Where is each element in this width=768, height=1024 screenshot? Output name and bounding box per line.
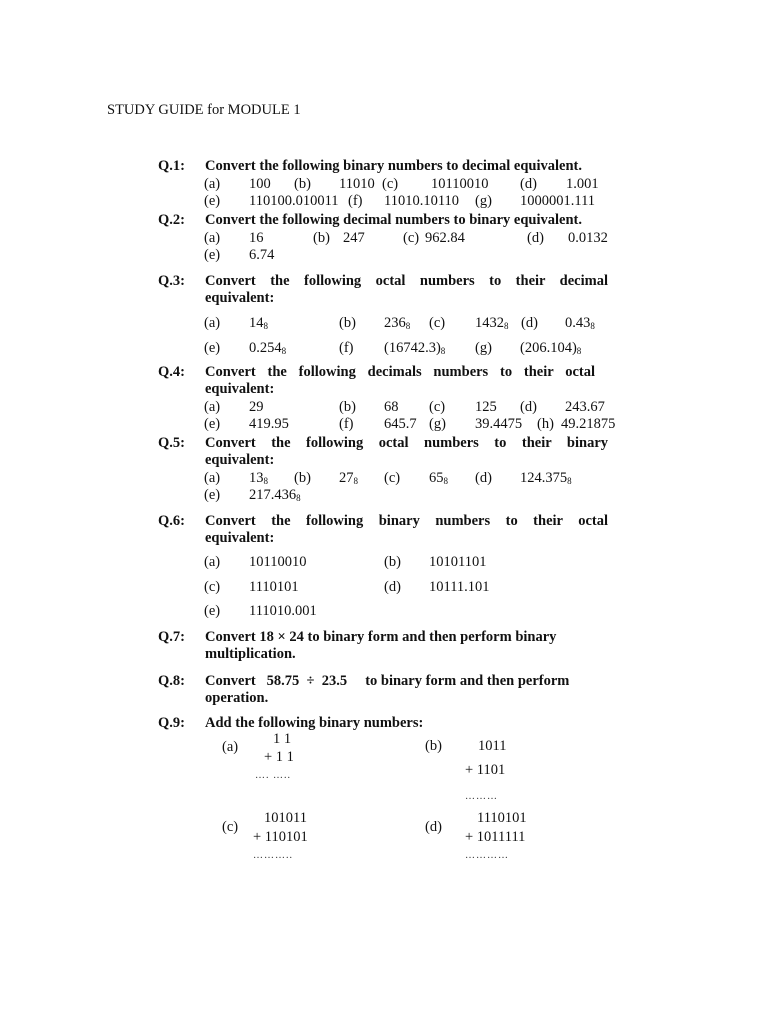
q4-a-label: (a): [204, 399, 221, 415]
q4-e-value: 419.95: [249, 416, 289, 432]
q1-e-value: 110100.010011: [249, 193, 339, 209]
q6-d-value: 10111.101: [429, 579, 490, 595]
q2-number: Q.2:: [158, 212, 185, 228]
q1-g-value: 1000001.111: [520, 193, 596, 209]
q9-number: Q.9:: [158, 715, 185, 731]
q2-text: Convert the following decimal numbers to binary equivalent.: [205, 212, 582, 228]
q3-b-label: (b): [339, 315, 356, 331]
q9-text: Add the following binary numbers:: [205, 715, 424, 731]
q4-text-line2: equivalent:: [205, 381, 275, 397]
q6-c-label: (c): [204, 579, 221, 595]
q9-b-label: (b): [425, 738, 442, 754]
q6-a-label: (a): [204, 554, 221, 570]
q5-text-line1: Convert the following octal numbers to their binary: [205, 435, 608, 451]
q5-e-label: (e): [204, 487, 221, 503]
q4-a-value: 29: [249, 399, 264, 415]
q2-c-label: (c): [403, 230, 420, 246]
q1-text: Convert the following binary numbers to decimal equivalent.: [205, 158, 582, 174]
q6-c-value: 1110101: [249, 579, 299, 595]
q2-e-label: (e): [204, 247, 221, 263]
q8-text-line2: operation.: [205, 690, 269, 706]
q2-a-label: (a): [204, 230, 221, 246]
q2-d-value: 0.0132: [568, 230, 608, 246]
q1-d-label: (d): [520, 176, 537, 192]
q1-g-label: (g): [475, 193, 492, 209]
q9-b-answer-line: ………: [465, 791, 498, 802]
page-title: STUDY GUIDE for MODULE 1: [107, 102, 301, 118]
q1-c-value: 10110010: [431, 176, 489, 192]
q5-c-value: $65_8$: [429, 470, 448, 486]
q6-text-line1: Convert the following binary numbers to their octal: [205, 513, 608, 529]
q9-a-label: (a): [222, 739, 239, 755]
q6-b-label: (b): [384, 554, 401, 570]
q3-e-label: (e): [204, 340, 221, 356]
q7-number: Q.7:: [158, 629, 185, 645]
q4-b-label: (b): [339, 399, 356, 415]
q7-text-line2: multiplication.: [205, 646, 296, 662]
q3-g-value: $(206.104)_8$: [520, 340, 582, 356]
q3-a-label: (a): [204, 315, 221, 331]
q1-d-value: 1.001: [566, 176, 599, 192]
q2-a-value: 16: [249, 230, 264, 246]
q3-g-label: (g): [475, 340, 492, 356]
q6-e-value: 111010.001: [249, 603, 317, 619]
q4-h-value: 49.21875: [561, 416, 616, 432]
q5-b-value: $27_8$: [339, 470, 358, 486]
q2-d-label: (d): [527, 230, 544, 246]
q9-a-answer-line: …. …..: [255, 770, 291, 781]
q3-number: Q.3:: [158, 273, 185, 289]
q5-d-value: $124.375_8$: [520, 470, 572, 486]
q1-a-label: (a): [204, 176, 221, 192]
q3-a-value: $14_8$: [249, 315, 268, 331]
q5-number: Q.5:: [158, 435, 185, 451]
q9-c-label: (c): [222, 819, 239, 835]
q6-a-value: 10110010: [249, 554, 307, 570]
q1-b-value: 11010: [339, 176, 375, 192]
q6-number: Q.6:: [158, 513, 185, 529]
q2-b-label: (b): [313, 230, 330, 246]
q3-f-value: $(16742.3)_8$: [384, 340, 446, 356]
q3-c-value: $1432_8$: [475, 315, 509, 331]
q9-b-top: 1011: [478, 738, 507, 754]
q9-c-answer-line: ………..: [253, 850, 293, 861]
q5-d-label: (d): [475, 470, 492, 486]
q1-f-label: (f): [348, 193, 363, 209]
q9-c-bottom: + 110101: [253, 829, 308, 845]
q3-d-value: $0.43_8$: [565, 315, 595, 331]
q4-e-label: (e): [204, 416, 221, 432]
q3-e-value: $0.254_8$: [249, 340, 287, 356]
q9-c-top: 101011: [264, 810, 307, 826]
q4-b-value: 68: [384, 399, 399, 415]
q3-text-line2: equivalent:: [205, 290, 275, 306]
q4-d-value: 243.67: [565, 399, 605, 415]
q9-b-bottom: + 1101: [465, 762, 506, 778]
q4-f-value: 645.7: [384, 416, 417, 432]
q9-a-bottom: + 1 1: [264, 749, 294, 765]
q5-a-value: $13_8$: [249, 470, 268, 486]
q5-text-line2: equivalent:: [205, 452, 275, 468]
q4-d-label: (d): [520, 399, 537, 415]
q1-c-label: (c): [382, 176, 399, 192]
q8-number: Q.8:: [158, 673, 185, 689]
q4-c-label: (c): [429, 399, 446, 415]
q5-a-label: (a): [204, 470, 221, 486]
q3-f-label: (f): [339, 340, 354, 356]
q9-d-answer-line: …………: [465, 850, 509, 861]
q9-a-top: 1 1: [273, 731, 292, 747]
q6-d-label: (d): [384, 579, 401, 595]
q3-text-line1: Convert the following octal numbers to their decimal: [205, 273, 608, 289]
q5-e-value: $217.436_8$: [249, 487, 301, 503]
q1-f-value: 11010.10110: [384, 193, 460, 209]
q9-d-label: (d): [425, 819, 442, 835]
q7-text-line1: Convert 18 × 24 to binary form and then perform binary: [205, 629, 557, 645]
q4-f-label: (f): [339, 416, 354, 432]
q2-c-value: 962.84: [425, 230, 465, 246]
q2-b-value: 247: [343, 230, 365, 246]
q9-d-bottom: + 1011111: [465, 829, 526, 845]
q5-c-label: (c): [384, 470, 401, 486]
q6-text-line2: equivalent:: [205, 530, 275, 546]
q3-d-label: (d): [521, 315, 538, 331]
q1-number: Q.1:: [158, 158, 185, 174]
q4-c-value: 125: [475, 399, 497, 415]
q3-b-value: $236_8$: [384, 315, 411, 331]
q1-e-label: (e): [204, 193, 221, 209]
q2-e-value: 6.74: [249, 247, 275, 263]
q6-e-label: (e): [204, 603, 221, 619]
q6-b-value: 10101101: [429, 554, 487, 570]
q4-g-value: 39.4475: [475, 416, 523, 432]
q3-c-label: (c): [429, 315, 446, 331]
q1-b-label: (b): [294, 176, 311, 192]
q8-text-line1: Convert 58.75 ÷ 23.5 to binary form and then perform: [205, 673, 570, 689]
q9-d-top: 1110101: [477, 810, 527, 826]
q4-number: Q.4:: [158, 364, 185, 380]
q4-text-line1: Convert the following decimals numbers to their octal: [205, 364, 595, 380]
q1-a-value: 100: [249, 176, 271, 192]
q4-g-label: (g): [429, 416, 446, 432]
q4-h-label: (h): [537, 416, 554, 432]
q5-b-label: (b): [294, 470, 311, 486]
